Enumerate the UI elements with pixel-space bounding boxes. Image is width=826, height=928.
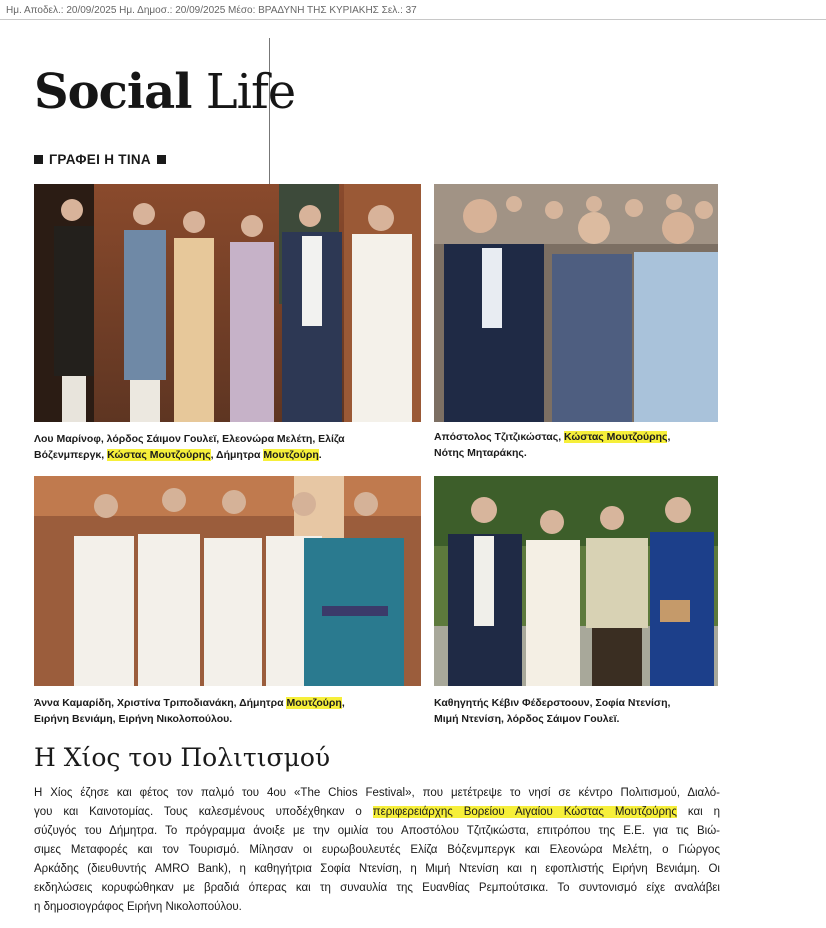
photo-seated-officials (434, 184, 718, 422)
byline-text: ΓΡΑΦΕΙ Η ΤΙΝΑ (49, 152, 151, 167)
caption-text: Άννα Καμαρίδη, Χριστίνα Τριποδιανάκη, Δήμητρα (34, 697, 287, 709)
article-text: γου και Καινοτομίας. Τους καλεσμένους υποδέχθηκαν ο (34, 806, 373, 818)
highlighted-name: Μουτζούρη (286, 697, 342, 709)
caption-text: . (318, 448, 322, 461)
highlighted-name: Μουτζούρη (263, 448, 319, 461)
highlighted-phrase: περιφερειάρχης Βορείου Αιγαίου Κώστας Μουτζούρης (372, 806, 677, 818)
article-line: η δημοσιογράφος Ειρήνη Νικολοπούλου. (34, 901, 242, 913)
caption-line (34, 448, 424, 464)
section-masthead (34, 64, 296, 120)
article-line (34, 803, 720, 822)
photo-group-six (34, 184, 421, 422)
caption-text: Απόστολος Τζιτζικώστας, (434, 431, 565, 443)
caption-text: , (341, 697, 345, 709)
clipping-meta-bar: Ημ. Αποδελ.: 20/09/2025 Ημ. Δημοσ.: 20/09/2025 Μέσο: ΒΡΑΔΥΝΗ ΤΗΣ ΚΥΡΙΑΚΗΣ Σελ.: 37 (0, 0, 826, 20)
photo-five-women (34, 476, 421, 686)
caption-line: Λου Μαρίνοφ, λόρδος Σάιμον Γουλεϊ, Ελεονώρα Μελέτη, Ελίζα (34, 433, 345, 445)
highlighted-name: Κώστας Μουτζούρης (107, 448, 211, 461)
highlighted-name: Κώστας Μουτζούρης (564, 431, 668, 443)
square-bullet-icon (34, 155, 43, 164)
caption-line: Μιμή Ντενίση, λόρδος Σάιμον Γουλεϊ. (434, 712, 620, 725)
photo4-caption (434, 696, 724, 728)
photo-four-guests (434, 476, 718, 686)
article-line: σύζυγός του Δήμητρα. Το πρόγραμμα άνοιξε με την ομιλία του Αποστόλου Τζιτζικώστα, επιτρόπου της Ε.Ε. για τις Βιώ- (34, 825, 720, 837)
caption-line: Καθηγητής Κέβιν Φέδερστοουν, Σοφία Ντενίση, (434, 697, 671, 709)
article-line: σιμες Μεταφορές και τον Τουρισμό. Μίλησαν οι ευρωβουλευτές Ελίζα Βόζενμπεργκ και Ελεονώρα Μελέτη, ο Γιώργος (34, 844, 720, 856)
article-line: εκδηλώσεις κορυφώθηκαν με βραδιά όπερας και τη συναυλία της Ευανθίας Ρεμπούτσικα. Το συντονισμό είχε αναλάβει (34, 882, 720, 894)
photo1-caption (34, 432, 424, 464)
masthead-bold-word: Social (34, 64, 192, 120)
caption-line (34, 696, 424, 712)
article-text: και η (676, 806, 720, 818)
photo2-caption (434, 430, 724, 462)
caption-line: Νότης Μηταράκης. (434, 446, 527, 459)
article-line: Η Χίος έζησε και φέτος τον παλμό του 4ου «The Chios Festival», που μετέτρεψε το νησί σε κέντρο Πολιτισμού, Διαλό- (34, 787, 720, 799)
caption-line (434, 430, 724, 446)
article-line: Αρκάδης (διευθυντής AMRO Bank), η καθηγήτρια Σοφία Ντενίση, η Μιμή Ντενίση και η εφοπλιστής Ειρήνη Βενιάμη. Οι (34, 863, 720, 875)
photo3-caption (34, 696, 424, 728)
masthead-light-word: Life (205, 64, 296, 120)
article-body (34, 784, 720, 917)
caption-text: , Δήμητρα (210, 448, 264, 461)
byline (34, 152, 166, 167)
article-headline: Η Χίος του Πολιτισμού (34, 743, 331, 772)
caption-text: Βόζενμπεργκ, (34, 448, 108, 461)
square-bullet-icon (157, 155, 166, 164)
caption-line: Ειρήνη Βενιάμη, Ειρήνη Νικολοπούλου. (34, 712, 233, 725)
caption-text: , (667, 431, 671, 443)
